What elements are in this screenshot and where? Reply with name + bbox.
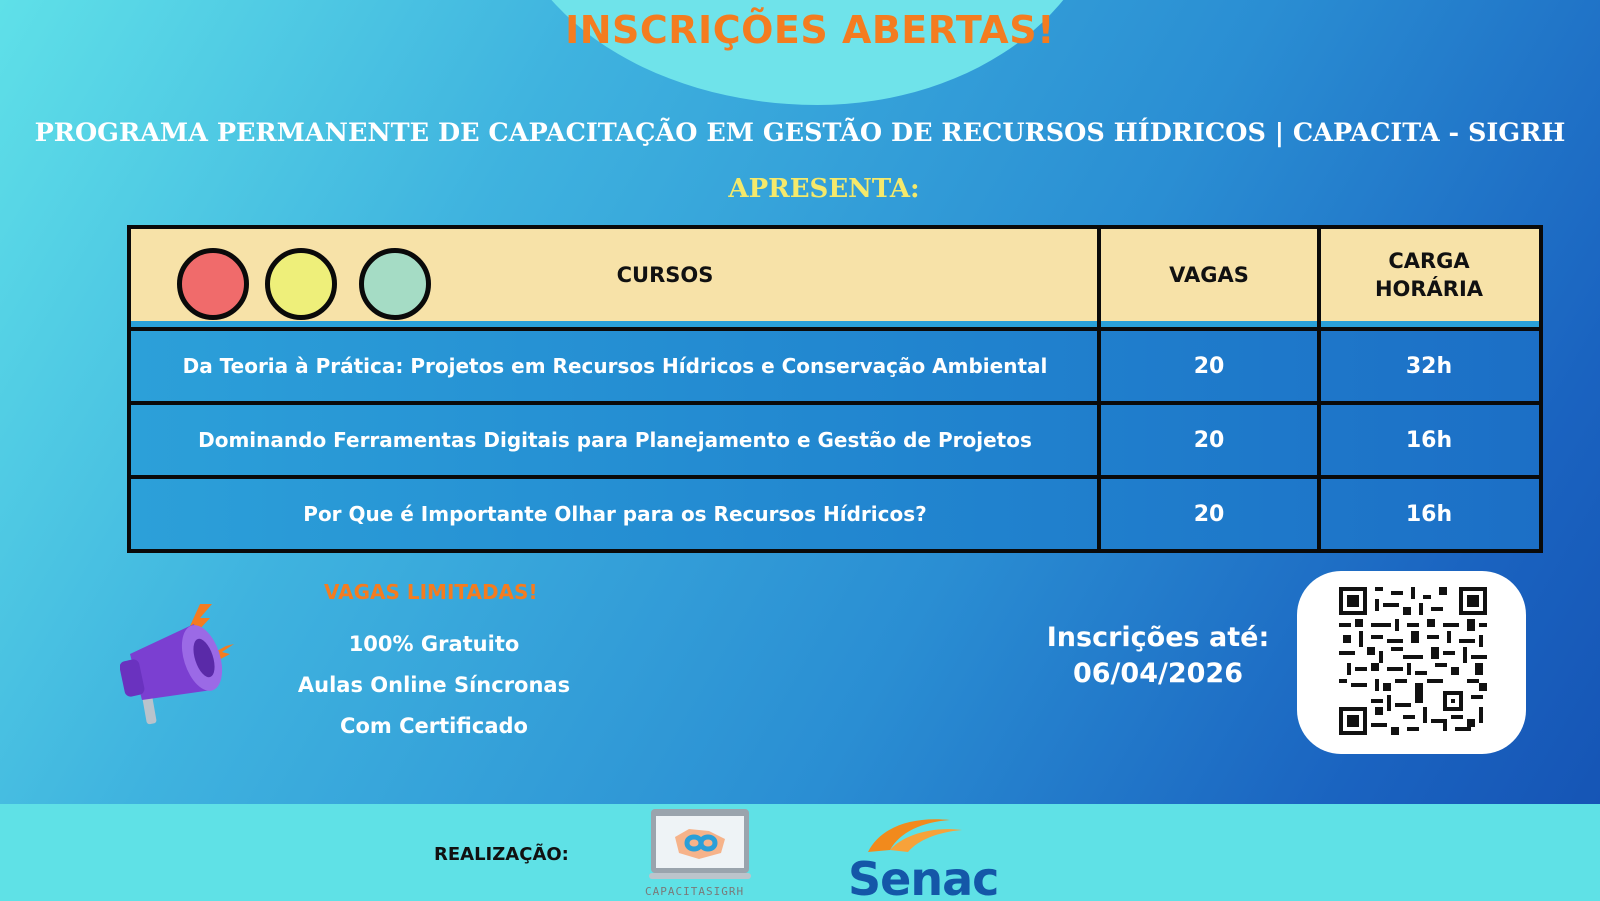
header-hours (1319, 229, 1539, 321)
header-hours-text: CARGA HORÁRIA (1374, 249, 1484, 301)
table-row (131, 331, 1539, 401)
row-divider (131, 401, 1539, 405)
course-name: Da Teoria à Prática: Projetos em Recursos Hídricos e Conservação Ambiental (182, 354, 1048, 378)
capacitasigrh-logo (649, 807, 751, 885)
perk-certificate: Com Certificado (340, 714, 528, 738)
course-seats: 20 (1193, 353, 1225, 379)
row-divider (131, 327, 1539, 331)
table-header-row (131, 229, 1539, 327)
table-row (131, 479, 1539, 549)
qr-code-icon[interactable] (1339, 587, 1487, 735)
header-seats: VAGAS (1169, 263, 1249, 287)
table-row (131, 405, 1539, 475)
row-divider (131, 475, 1539, 479)
perk-online: Aulas Online Síncronas (297, 673, 571, 697)
traffic-light-green-icon (359, 248, 431, 320)
deadline-date: 06/04/2026 (1072, 658, 1243, 689)
traffic-light-yellow-icon (265, 248, 337, 320)
course-hours: 16h (1405, 427, 1453, 453)
deadline-label: Inscrições até: (1046, 622, 1270, 653)
perk-free: 100% Gratuito (348, 632, 520, 656)
course-name: Por Que é Importante Olhar para os Recursos Hídricos? (303, 502, 927, 526)
course-seats: 20 (1193, 427, 1225, 453)
megaphone-icon (120, 604, 246, 744)
senac-logo-text: Senac (848, 852, 999, 901)
course-seats: 20 (1193, 501, 1225, 527)
course-hours: 32h (1405, 353, 1453, 379)
realizacao-label: REALIZAÇÃO: (434, 844, 569, 865)
column-divider (1317, 229, 1321, 549)
headline: INSCRIÇÕES ABERTAS! (565, 8, 1055, 52)
program-title: PROGRAMA PERMANENTE DE CAPACITAÇÃO EM GESTÃO DE RECURSOS HÍDRICOS | CAPACITA - SIGRH (34, 118, 1566, 148)
capacitasigrh-label: CAPACITASIGRH (645, 885, 745, 898)
courses-table (127, 225, 1543, 553)
course-hours: 16h (1405, 501, 1453, 527)
limited-seats-label: VAGAS LIMITADAS! (324, 580, 538, 604)
footer-bar (0, 804, 1600, 901)
header-courses: CURSOS (616, 263, 714, 287)
traffic-light-red-icon (177, 248, 249, 320)
presents-label: APRESENTA: (728, 174, 920, 204)
senac-logo-swoosh (850, 814, 980, 854)
course-name: Dominando Ferramentas Digitais para Planejamento e Gestão de Projetos (198, 428, 1032, 452)
column-divider (1097, 229, 1101, 549)
qr-card[interactable] (1297, 571, 1526, 754)
